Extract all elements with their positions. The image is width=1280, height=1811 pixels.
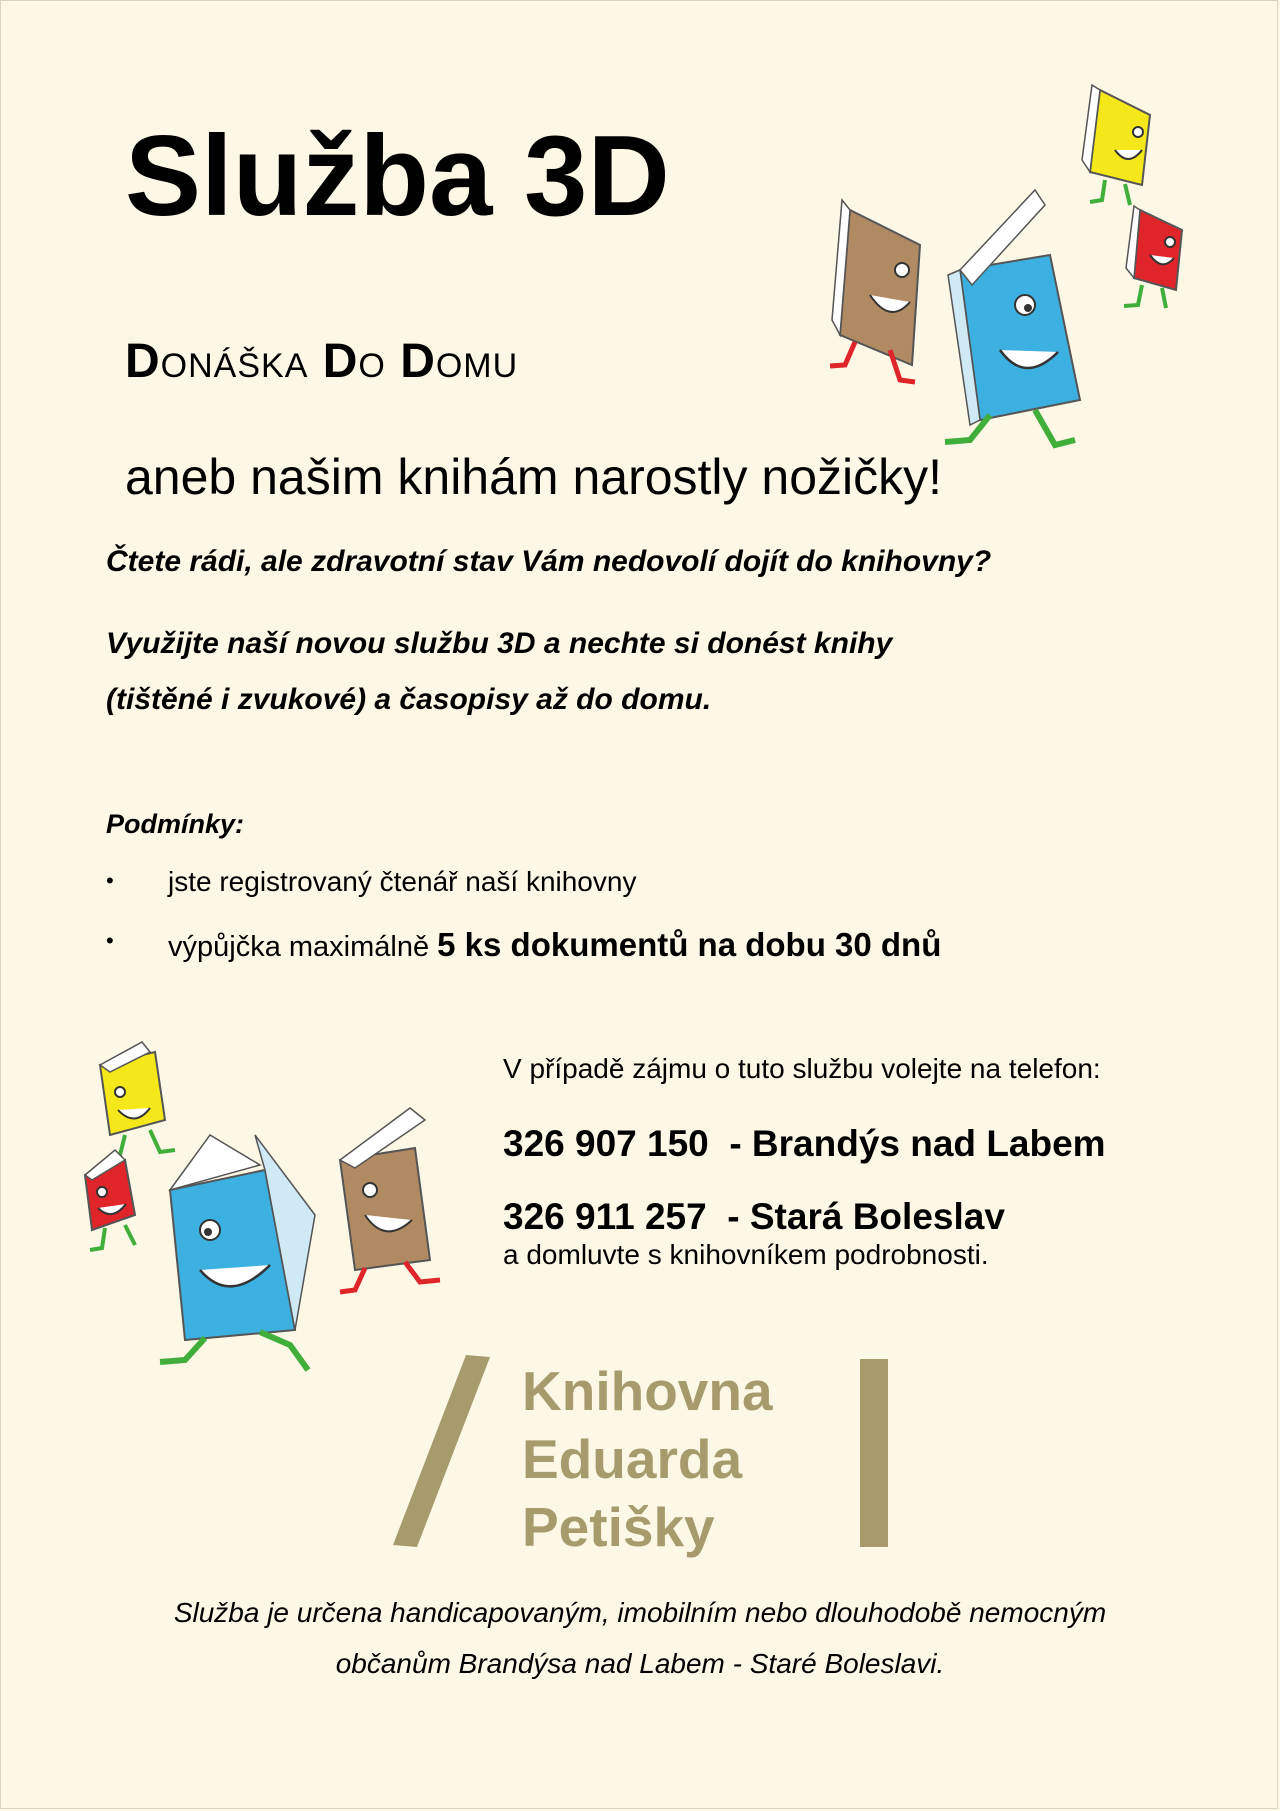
condition-item — [106, 868, 941, 896]
phone-stara-boleslav: 326 911 257 - Stará Boleslav — [503, 1196, 1005, 1237]
footer-line: občanům Brandýsa nad Labem - Staré Boleslavi. — [335, 1648, 945, 1679]
subtitle-text: omu — [435, 335, 519, 388]
intro-offer-line: Využijte naší novou službu 3D a nechte si donést knihy — [106, 627, 893, 660]
condition-text: výpůjčka maximálně — [168, 931, 438, 963]
red-book-icon — [1124, 206, 1182, 308]
conditions-list — [106, 868, 941, 994]
red-book-icon — [85, 1150, 135, 1250]
condition-item — [106, 928, 941, 962]
contact-intro: V případě zájmu o tuto službu volejte na telefon: — [503, 1053, 1101, 1084]
logo-line: Knihovna — [522, 1360, 773, 1422]
blue-book-icon — [945, 190, 1080, 445]
subtitle-text: onáška — [160, 335, 323, 388]
footer-note — [0, 1587, 1280, 1689]
logo-line: Petišky — [522, 1496, 715, 1558]
subtitle-initial: D — [125, 335, 161, 388]
intro-offer — [106, 616, 1156, 728]
footer-line: Služba je určena handicapovaným, imobilním nebo dlouhodobě nemocným — [173, 1597, 1107, 1628]
subtitle-initial: D — [322, 335, 359, 388]
contact-block — [503, 1055, 1106, 1269]
intro-question: Čtete rádi, ale zdravotní stav Vám nedovolí dojít do knihovny? — [106, 545, 992, 578]
blue-book-icon — [160, 1135, 315, 1370]
intro-offer-line: (tištěné i zvukové) a časopisy až do domu. — [106, 683, 712, 716]
contact-outro: a domluvte s knihovníkem podrobnosti. — [503, 1239, 989, 1270]
phone-brandys: 326 907 150 - Brandýs nad Labem — [503, 1123, 1106, 1164]
yellow-book-icon — [1082, 85, 1150, 205]
tagline: aneb našim knihám narostly nožičky! — [125, 449, 943, 505]
condition-strong-text: 5 ks dokumentů na dobu 30 dnů — [437, 926, 942, 963]
page-title: Služba 3D — [125, 113, 670, 240]
conditions-heading: Podmínky: — [106, 809, 245, 839]
subtitle-initial: D — [400, 335, 436, 388]
walking-books-illustration-bottom — [80, 1040, 480, 1400]
brown-book-icon — [340, 1108, 440, 1292]
subtitle-text: o — [358, 335, 401, 388]
subtitle — [125, 335, 519, 388]
condition-text: jste registrovaný čtenář naší knihovny — [168, 866, 637, 897]
walking-books-illustration-top — [820, 80, 1200, 500]
yellow-book-icon — [100, 1042, 175, 1158]
brown-book-icon — [830, 200, 920, 382]
logo-line: Eduarda — [522, 1428, 743, 1490]
logo-vertical-bar — [860, 1359, 888, 1547]
library-logo-text — [522, 1357, 773, 1561]
